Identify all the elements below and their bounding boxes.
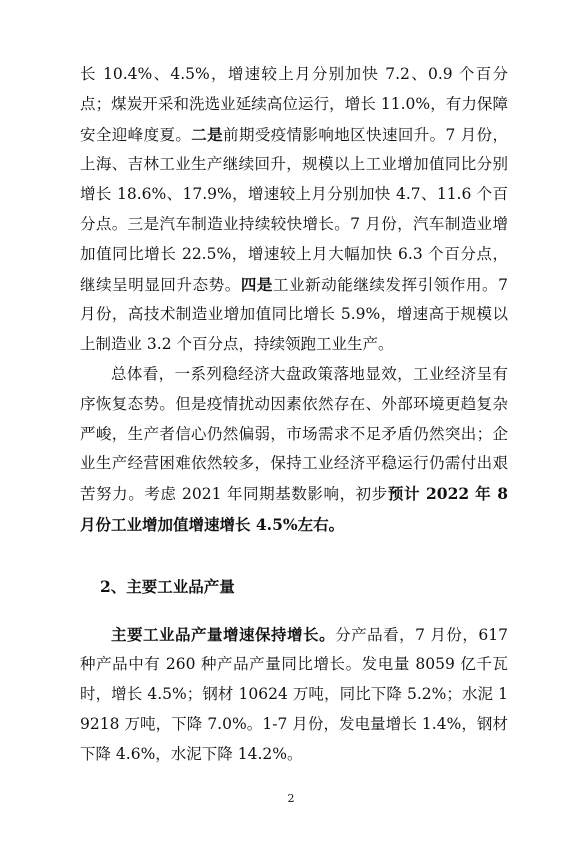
bold-marker: 四是 [240,274,273,294]
paragraph-industry-growth [80,60,508,360]
bold-marker: 二是 [191,124,224,144]
forecast-statement: 预计 2022 年 8 月份工业增加值增速增长 4.5%左右。 [80,484,508,534]
paragraph-text: 分产品看，7 月份，617 种产品中有 260 种产品产量同比增长。发电量 8059 亿千瓦时，增长 4.5%；钢材 10624 万吨，同比下降 5.2%；水泥 19218 万吨，下降 7.0%。1-7 月份，发电量增长 1.4%，钢材下降 4.6%，水泥下降 14.2%。 [80,625,508,763]
paragraph-text: 总体看，一系列稳经济大盘政策落地显效，工业经济呈有序恢复态势。但是疫情扰动因素依然存在、外部环境更趋复杂严峻，生产者信心仍然偏弱，市场需求不足矛盾仍然突出；企业生产经营困难依然较多，保持工业经济平稳运行仍需付出艰苦努力。考虑 2021 年同期基数影响，初步 [80,364,508,504]
page-number: 2 [287,792,295,805]
document-body [80,60,508,770]
lead-sentence: 主要工业品产量增速保持增长。 [111,624,336,644]
section-heading: 2、主要工业品产量 [100,576,235,596]
paragraph-text: 工业新动能继续发挥引领作用。7 月份，高技术制造业增加值同比增长 5.9%，增速高于规模以上制造业 3.2 个百分点，持续领跑工业生产。 [80,275,508,354]
paragraph-text: 前期受疫情影响地区快速回升。7 月份，上海、吉林工业生产继续回升，规模以上工业增加值同比分别增长 18.6%、17.9%，增速较上月分别加快 4.7、11.6 个百分点。三是汽车制造业持续较快增长。7 月份，汽车制造业增加值同比增长 22.5%，增速较上月大幅加快 6.3 个百分点，继续呈明显回升态势。 [80,125,508,294]
paragraph-industrial-products [80,620,508,770]
paragraph-text: 长 10.4%、4.5%，增速较上月分别加快 7.2、0.9 个百分点；煤炭开采和洗选业延续高位运行，增长 11.0%，有力保障安全迎峰度夏。 [80,65,508,144]
paragraph-overall-outlook [80,360,508,541]
